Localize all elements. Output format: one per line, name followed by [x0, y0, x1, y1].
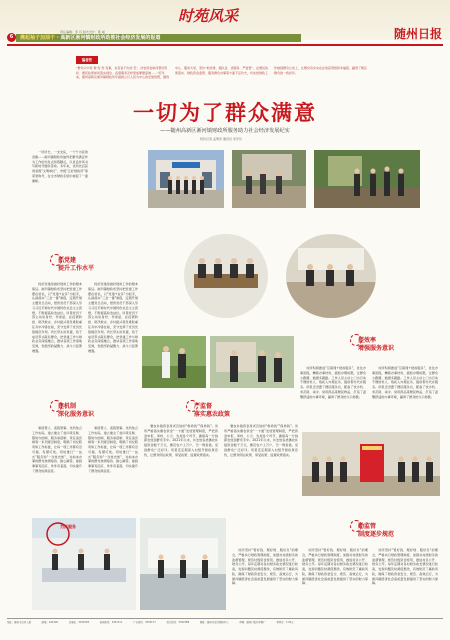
photo-service — [286, 234, 376, 318]
photo-hall — [32, 518, 136, 610]
photo-banner-gift — [302, 432, 440, 496]
section-title-1: 建机制 — [58, 403, 77, 410]
photo-field — [142, 336, 206, 388]
lead-text: 一所所长，一支支队，一个个为民的身影……淅河镇财政所始终把群众满意作为工作的出发点和落脚点，以优良作风书写新时代财政答卷。多年来，该所先后获得省级“文明单位”、市级“五好财政所”等荣誉称号，在全市财政系统中树起了一面旗帜。 — [32, 150, 88, 183]
footer-item: 印刷：随州日报社印刷厂 — [239, 621, 266, 624]
lead-prefix: 携起袖子加油干 — [20, 35, 56, 41]
section-title-2: 落实惠农政策 — [194, 411, 231, 418]
section-title: 时苑风采 — [178, 7, 239, 25]
section-1-col-a — [32, 282, 82, 390]
section-5-col-a — [232, 548, 298, 614]
photo-inspection — [210, 336, 294, 388]
section-title-2: 提升工作水平 — [58, 265, 95, 272]
page-footer — [7, 618, 443, 634]
photo-visit — [314, 150, 420, 208]
section-3-col-b — [224, 424, 298, 512]
section-1-col-b — [88, 282, 138, 390]
footer-item: 新闻热线：3337111 — [99, 621, 123, 624]
section-1-text: 抓好党建是做好财政工作的根本保证。淅河镇财政所坚持把党建工作摆在首位，以“党建+业务”为抓手，认真落实“三会一课”制度，定期开展主题党日活动，组织党员干部深入学习习近平新时代中国特色社会主义思想，不断提高政治站位。所里党员干部主动亮身份、作承诺，在疫情防控、防汛救灾、乡村振兴等急难险重任务中冲锋在前，充分发挥了党员先锋模范作用。所长带头讲党课，班子成员带头联系群众，把党建工作与财政业务深度融合，推动各项工作落地见效，党组织的凝聚力、战斗力显著增强。 — [32, 282, 82, 353]
editor-note-text: “群众口中有‘难’有‘急’有事，也有说不出的‘苦’，涉农资金如何管好用好、惠民政策如何落实到位、各项服务怎样更加便捷高效……”近年来，随州高新区淅河镇财政所牢固树立以人民为中心的发展思想，围绕中心、服务大局，坚持“抓党建、强队伍、优服务、严监管”，在惠民政策落实、财政资金监管、服务群众办事等方面下足功夫，切实把财政工作做到群众心坎上，让群众有实实在在的获得感和幸福感，赢得了辖区群众的一致好评。 — [76, 66, 368, 80]
section-title-1: 提效率 — [358, 337, 377, 344]
section-3-col-a — [144, 424, 218, 512]
section-5-col-c — [372, 548, 438, 614]
section-4-col-b — [372, 366, 438, 426]
photo-service-counter — [140, 518, 226, 610]
lead-banner — [16, 34, 301, 42]
newspaper-name: 随州日报 — [393, 27, 442, 41]
footer-item: 总编室：3331938 — [68, 621, 89, 624]
footer-item: 广告热线：3333177 — [133, 621, 156, 624]
section-1-text-continued: 抓好党建是做好财政工作的根本保证。淅河镇财政所坚持把党建工作摆在首位，以“党建+业务”为抓手，认真落实“三会一课”制度，定期开展主题党日活动，组织党员干部深入学习习近平新时代中国特色社会主义思想，不断提高政治站位。所里党员干部主动亮身份、作承诺，在疫情防控、防汛救灾、乡村振兴等急难险重任务中冲锋在前，充分发挥了党员先锋模范作用。所长带头讲党课，班子成员带头联系群众，把党建工作与财政业务深度融合，推动各项工作落地见效，党组织的凝聚力、战斗力显著增强。 — [88, 282, 138, 353]
photo-team — [232, 150, 306, 208]
footer-item: 发行热线：3332388 — [166, 621, 190, 624]
section-title-1: 严监督 — [194, 403, 213, 410]
section-2-text-continued: 制度管人、流程管事。该所结合工作实际，建立健全了首问责任制、限时办结制、服务承诺制、责任追究制等一系列规章制度，明确了岗位职责和工作标准，让每一项工作都有章可循、有据可依。同时推行“一站式”服务和“一次性告知”，对前来办事的群众热情接待、耐心解答，做到事事有回应、件件有着落，切实提升了群众的满意度。 — [88, 426, 138, 474]
section-regulation — [350, 520, 430, 540]
subheadline: ——随州高新区淅河镇财政所服务助力社会经济发展纪实 — [160, 128, 290, 134]
photo-meeting — [184, 234, 268, 318]
hall-sign-text: 为民服务 — [60, 524, 76, 529]
section-title-1: 抓党建 — [58, 257, 77, 264]
page-number: 6 — [7, 33, 16, 42]
section-supervision — [186, 400, 266, 420]
section-4-col-a — [300, 366, 366, 426]
section-5-text-end: 该所坚持“管好钱、理好财、服好务”的理念，严格执行财政管理制度，加强对村级财务的监督管理，规范村级资金使用，推进村务公开、财务公开。每年定期对各村财务收支情况进行检查，发现问题及时督促整改，有效防范了廉政风险，确保了财政资金安全、规范、高效运行，为淅河镇经济社会高质量发展提供了坚实的财力保障。 — [372, 548, 438, 586]
lead-separator: · — [55, 35, 61, 41]
section-party-building — [50, 254, 120, 274]
section-5-col-b — [302, 548, 368, 614]
section-2-text: 制度管人、流程管事。该所结合工作实际，建立健全了首问责任制、限时办结制、服务承诺制、责任追究制等一系列规章制度，明确了岗位职责和工作标准，让每一项工作都有章可循、有据可依。同时推行“一站式”服务和“一次性告知”，对前来办事的群众热情接待、耐心解答，做到事事有回应、件件有着落，切实提升了群众的满意度。 — [32, 426, 82, 474]
footer-item: 照排：随州日报社照排中心 — [199, 621, 229, 624]
section-2-col-a — [32, 426, 82, 512]
section-3-text-continued: 惠农补贴资金是老百姓的“救命钱”“保命钱”。该所严格落实惠农资金“一卡通”发放管理制度，严把资金申报、审核、公示、发放各个环节，确保每一分钱都发放到群众手中。2021年以来，共发放各类惠农补贴资金数千万元，惠及农户上万户，无一例差错，受到群众广泛好评。所里还定期深入村组开展政策宣传，让群众明白政策、享受政策、监督政策落实。 — [224, 424, 298, 457]
section-mechanism — [50, 400, 130, 420]
section-4-text-continued: 该所积极推进“互联网+财政服务”，优化办事流程，精简办事材料，缩短办理时限，让群众少跑腿、数据多跑路。工作人员主动上门为行动不便的老人、残疾人办理业务，提供帮办代办服务。所里还设置了便民服务台，配备了饮水机、老花镜、雨伞、常用药品等便民物品，打造了温馨舒适的办事环境，赢得了群众的交口称赞。 — [372, 366, 438, 399]
section-3-text: 惠农补贴资金是老百姓的“救命钱”“保命钱”。该所严格落实惠农资金“一卡通”发放管理制度，严把资金申报、审核、公示、发放各个环节，确保每一分钱都发放到群众手中。2021年以来，共发放各类惠农补贴资金数千万元，惠及农户上万户，无一例差错，受到群众广泛好评。所里还定期深入村组开展政策宣传，让群众明白政策、享受政策、监督政策落实。 — [144, 424, 218, 457]
editor-line: 责任编辑：邹 丹 版式设计：陈 威 — [60, 30, 105, 34]
byline: 特约记者 孟明奇 通讯员 李学玲 — [200, 137, 242, 141]
section-title-2: 深化服务意识 — [58, 411, 95, 418]
lead-paragraph — [32, 150, 88, 234]
section-title-1: 勤监管 — [358, 523, 377, 530]
section-4-text: 该所积极推进“互联网+财政服务”，优化办事流程，精简办事材料，缩短办理时限，让群众少跑腿、数据多跑路。工作人员主动上门为行动不便的老人、残疾人办理业务，提供帮办代办服务。所里还设置了便民服务台，配备了饮水机、老花镜、雨伞、常用药品等便民物品，打造了温馨舒适的办事环境，赢得了群众的交口称赞。 — [300, 366, 366, 399]
section-5-text: 该所坚持“管好钱、理好财、服好务”的理念，严格执行财政管理制度，加强对村级财务的监督管理，规范村级资金使用，推进村务公开、财务公开。每年定期对各村财务收支情况进行检查，发现问题及时督促整改，有效防范了廉政风险，确保了财政资金安全、规范、高效运行，为淅河镇经济社会高质量发展提供了坚实的财力保障。 — [232, 548, 298, 586]
editor-note-tag: 编者按 — [76, 56, 98, 64]
footer-item: 地址：随州市沿河大道 — [7, 621, 31, 624]
footer-item: 邮编：441300 — [41, 621, 58, 624]
section-5-text-continued: 该所坚持“管好钱、理好财、服好务”的理念，严格执行财政管理制度，加强对村级财务的监督管理，规范村级资金使用，推进村务公开、财务公开。每年定期对各村财务收支情况进行检查，发现问题及时督促整改，有效防范了廉政风险，确保了财政资金安全、规范、高效运行，为淅河镇经济社会高质量发展提供了坚实的财力保障。 — [302, 548, 368, 586]
lead-rest: 高新区淅河镇财政所助推社会经济发展的报道 — [60, 35, 161, 41]
section-efficiency — [350, 334, 430, 354]
section-2-col-b — [88, 426, 138, 512]
section-title-2: 增强服务意识 — [358, 345, 395, 352]
headline: 一切为了群众满意 — [133, 100, 317, 125]
photo-office — [148, 150, 224, 208]
footer-item: 零售价：1.00元 — [276, 621, 294, 624]
section-title-2: 制度逐步规范 — [358, 531, 395, 538]
masthead-rule — [7, 44, 443, 46]
